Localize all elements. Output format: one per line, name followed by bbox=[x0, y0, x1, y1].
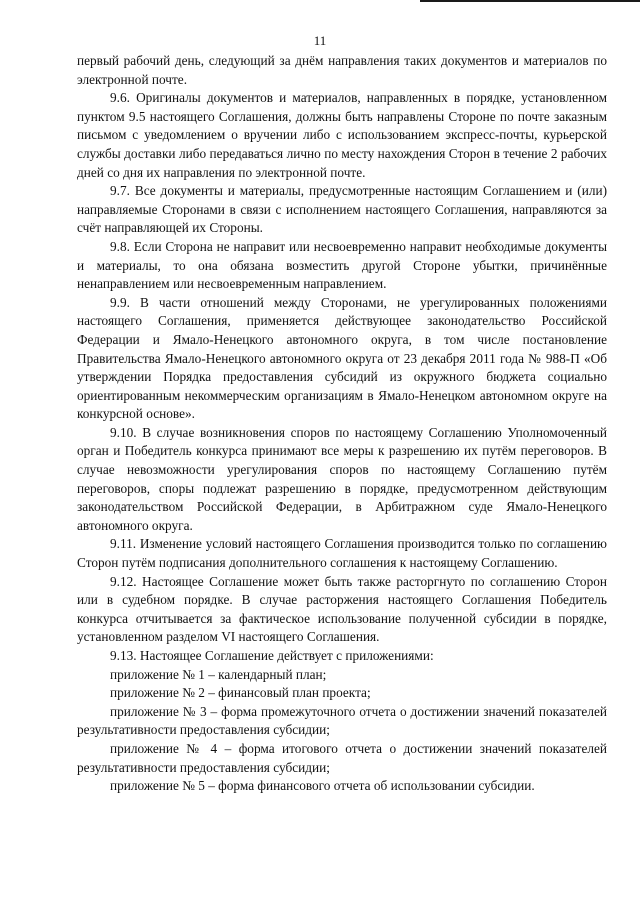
paragraph-9-10: 9.10. В случае возникновения споров по настоящему Соглашению Уполномоченный орган и Победитель конкурса принимают все меры к разрешению их путём переговоров. В случае невозможности урегулирования споров по настоящему Соглашению путём переговоров, споры подлежат разрешению в порядке, предусмотренном действующим законодательством Российской Федерации, в Арбитражном суде Ямало-Ненецкого автономного округа. bbox=[77, 424, 607, 533]
paragraph-9-6: 9.6. Оригиналы документов и материалов, направленных в порядке, установленном пунктом 9.5 настоящего Соглашения, должны быть направлены Стороне по почте заказным письмом с уведомлением о вручении либо с использованием экспресс-почты, курьерской службы доставки либо передаваться лично по месту нахождения Сторон в течение 2 рабочих дней со дня их направления по электронной почте. bbox=[77, 90, 607, 180]
appendix-item-1: приложение № 1 – календарный план; bbox=[110, 666, 327, 682]
paragraph-9-9: 9.9. В части отношений между Сторонами, не урегулированных положениями настоящего Соглашения, применяется действующее законодательство Российской Федерации и Ямало-Ненецкого автономного округа, в том числе постановление Правительства Ямало-Ненецкого автономного округа от 23 декабря 2011 года № 988-П «Об утверждении Порядка предоставления субсидий из окружного бюджета социально ориентированным некоммерческим организациям в Ямало-Ненецком автономном округе на конкурсной основе». bbox=[77, 294, 607, 422]
top-rule bbox=[420, 0, 640, 2]
paragraph-9-8: 9.8. Если Сторона не направит или несвоевременно направит необходимые документы и материалы, то она обязана возместить другой Стороне убытки, причинённые ненаправлением или несвоевременным направлением. bbox=[77, 238, 607, 292]
document-body bbox=[77, 52, 607, 796]
appendix-item-4: приложение № 4 – форма итогового отчета о достижении значений показателей результативности предоставления субсидии; bbox=[77, 740, 607, 775]
appendix-item-2: приложение № 2 – финансовый план проекта; bbox=[110, 685, 371, 701]
paragraph-9-13: 9.13. Настоящее Соглашение действует с приложениями: bbox=[110, 648, 434, 663]
paragraph-9-11: 9.11. Изменение условий настоящего Соглашения производится только по соглашению Сторон путём подписания дополнительного соглашения к настоящему Соглашению. bbox=[77, 536, 607, 571]
paragraph-9-7: 9.7. Все документы и материалы, предусмотренные настоящим Соглашением и (или) направляемые Сторонами в связи с исполнением настоящего Соглашения, направляются за счёт направляющей их Стороны. bbox=[77, 183, 607, 236]
appendix-item-3: приложение № 3 – форма промежуточного отчета о достижении значений показателей результативности предоставления субсидии; bbox=[77, 703, 607, 738]
page-number: 11 bbox=[313, 33, 327, 48]
appendix-item-5: приложение № 5 – форма финансового отчета об использовании субсидии. bbox=[110, 778, 535, 794]
paragraph-continuation: первый рабочий день, следующий за днём направления таких документов и материалов по электронной почте. bbox=[77, 53, 607, 87]
paragraph-9-12: 9.12. Настоящее Соглашение может быть также расторгнуто по соглашению Сторон или в судебном порядке. В случае расторжения настоящего Соглашения Победитель конкурса отчитывается за фактическое использование полученной субсидии в порядке, установленном разделом VI настоящего Соглашения. bbox=[77, 573, 607, 645]
